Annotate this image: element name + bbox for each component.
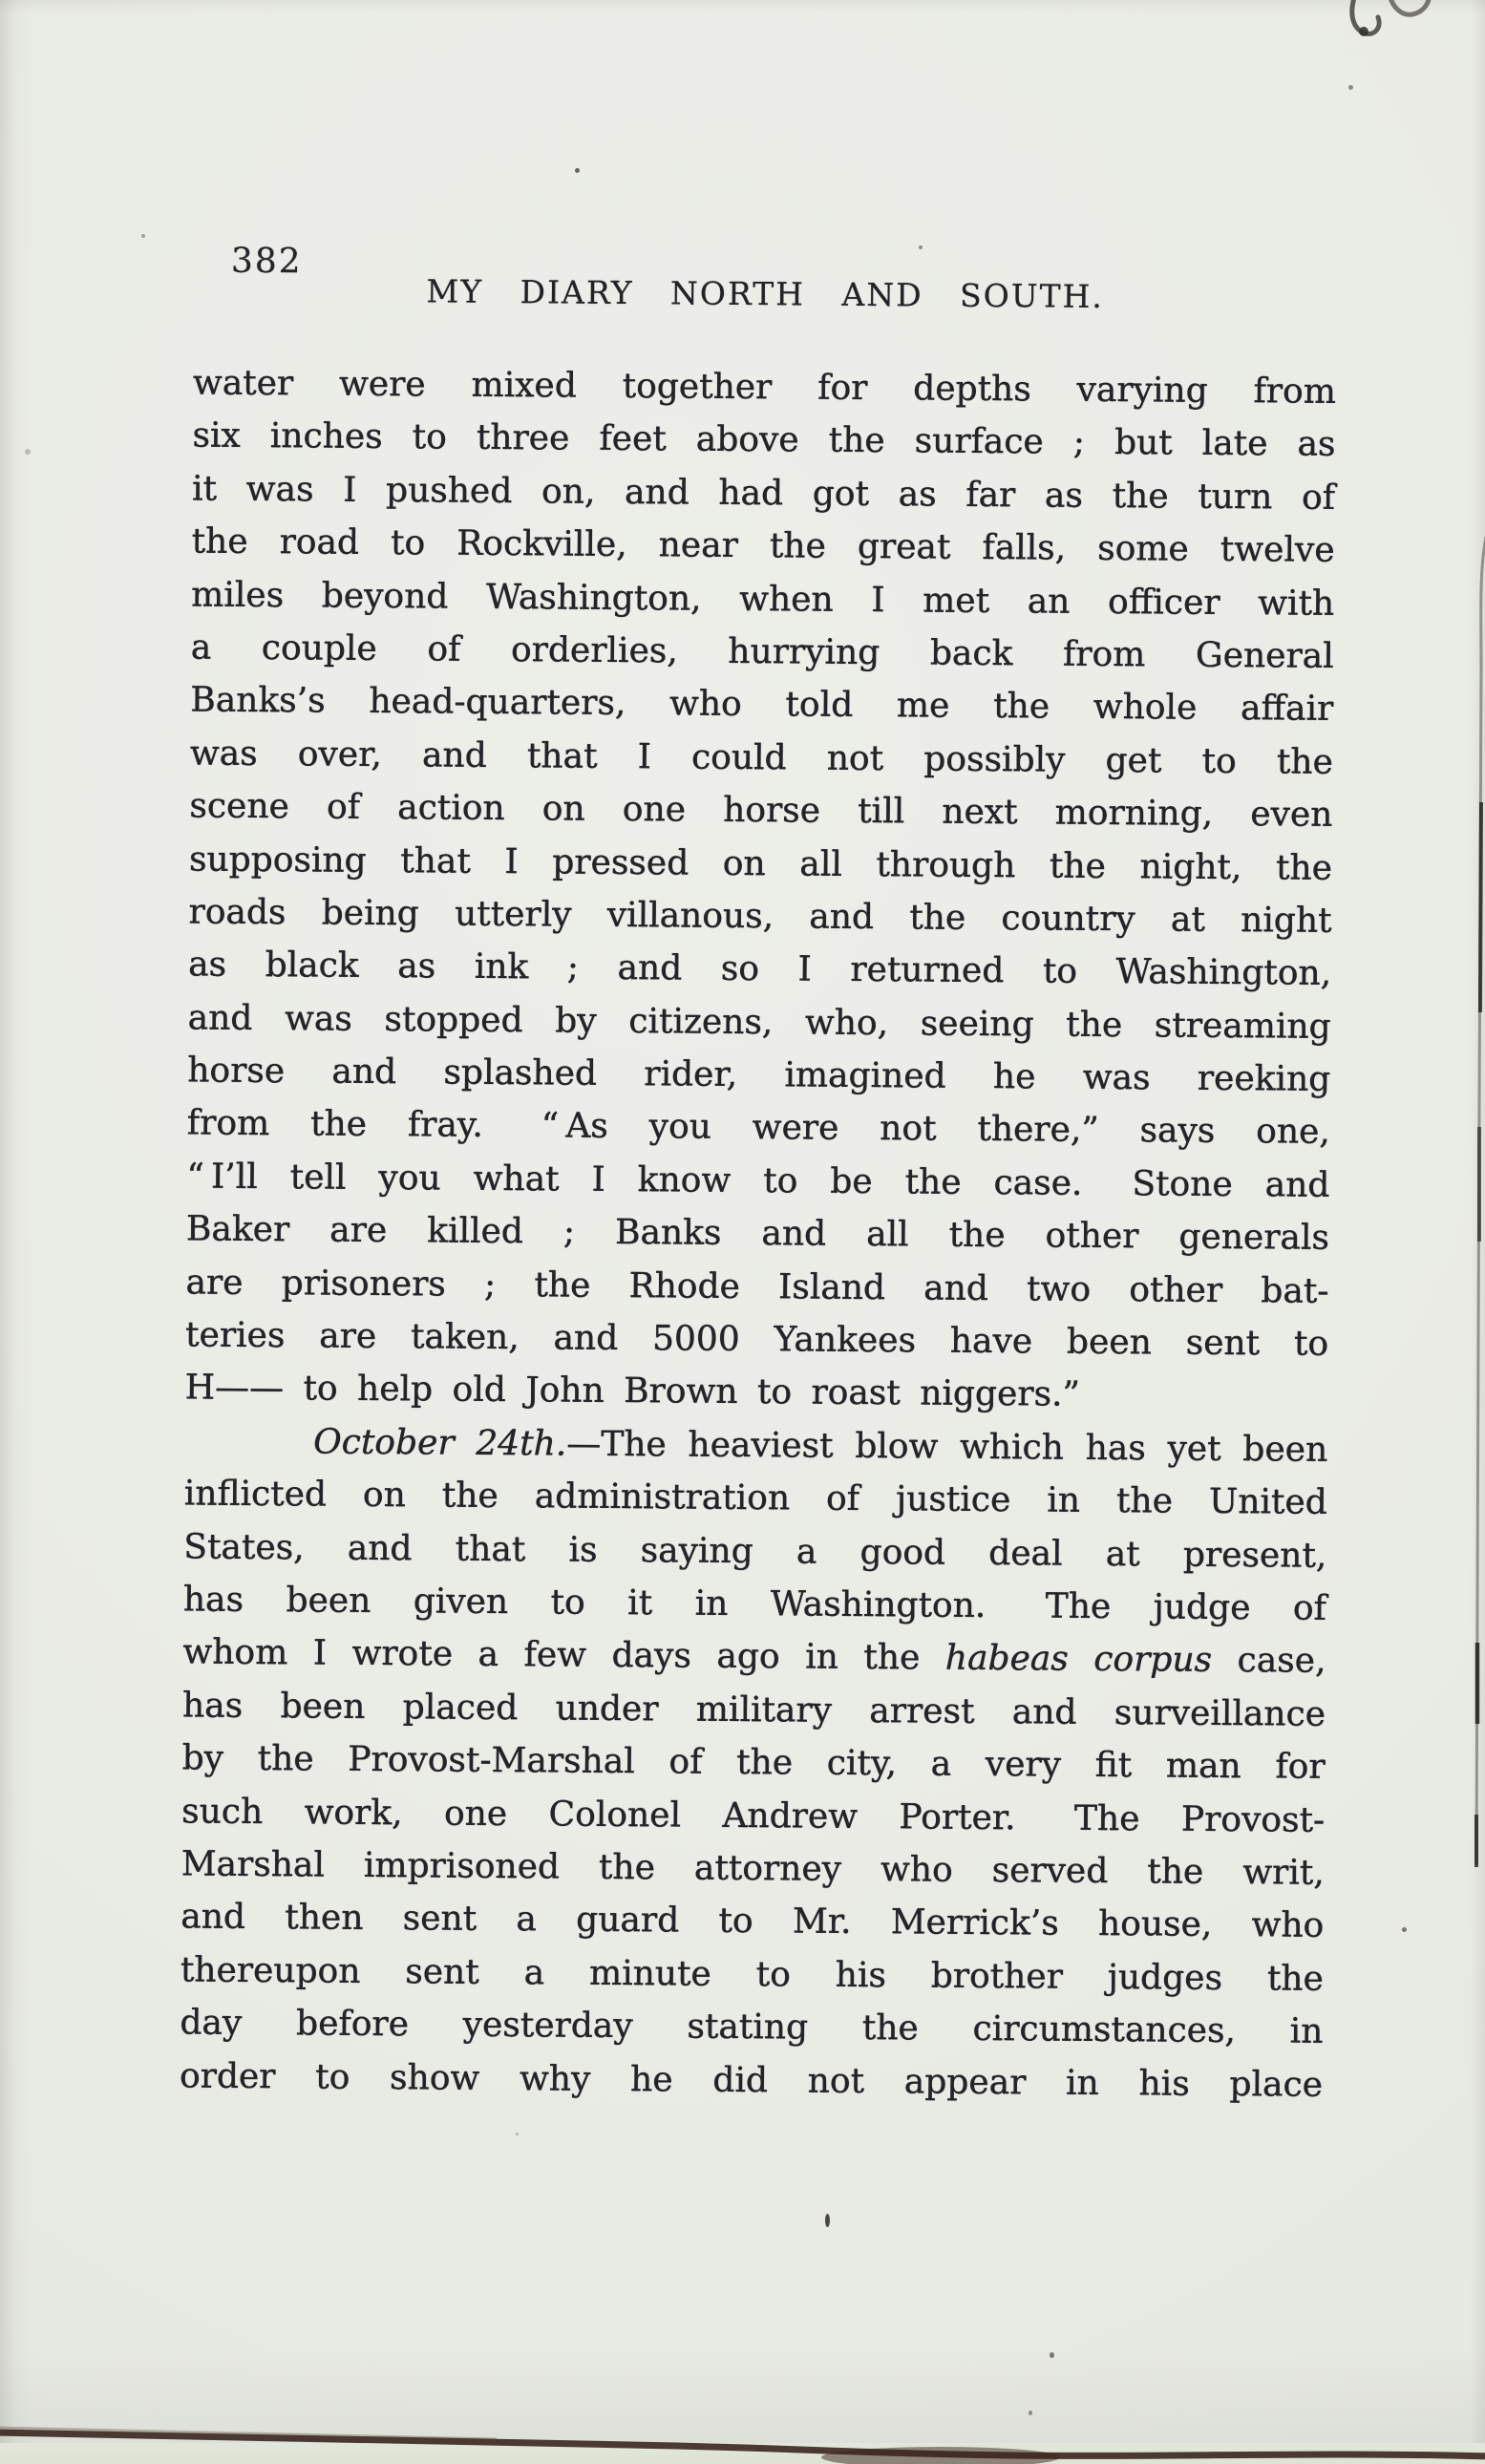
dust-speck [919,245,923,249]
text-segment: Marshal imprisoned the attorney who served the writ, [180,1844,1325,1893]
text-segment: inflicted on the administration of justice in the United [183,1474,1327,1523]
text-line [188,885,1331,947]
text-line [180,2050,1323,2112]
text-segment: was over, and that I could not possibly get to the [189,733,1334,782]
text-line [187,1097,1330,1159]
text-segment: roads being utterly villanous, and the country at night [188,892,1332,941]
text-segment: has been placed under military arrest and surveillance [181,1686,1326,1734]
text-line [192,410,1335,472]
text-line [189,780,1332,842]
text-line [188,991,1331,1053]
dust-speck [25,449,31,455]
text-segment: Baker are killed ; Banks and all the other generals [185,1209,1330,1259]
dust-speck [1402,1927,1407,1932]
text-segment: day before yesterday stating the circumstances, in [180,2003,1324,2051]
text-segment: from the fray. “ As you were not there,” says one, [186,1103,1330,1153]
text-line [186,1150,1329,1212]
dust-speck [575,168,580,173]
text-line [185,1308,1328,1370]
text-segment: six inches to three feet above the surface ; but late as [192,415,1336,465]
text-line [184,1468,1327,1530]
text-line [188,939,1331,1001]
text-line [180,1891,1324,1953]
text-line [182,1626,1326,1689]
text-line [183,1573,1326,1635]
text-segment: order to show why he did not appear in his place [179,2055,1324,2105]
text-line [184,1362,1327,1424]
text-line [181,1837,1325,1900]
text-segment: whom I wrote a few days ago in the [182,1632,946,1679]
text-block [180,356,1336,2111]
dust-speck [1348,85,1353,90]
dust-speck [1050,2352,1054,2358]
dust-speck [141,234,145,238]
text-line [185,1256,1328,1318]
dust-speck [516,2133,519,2135]
text-segment: case, [1211,1641,1326,1682]
text-segment: horse and splashed rider, imagined he was reeking [187,1051,1331,1099]
text-line [181,1785,1325,1847]
text-segment: water were mixed together for depths varying from [192,363,1337,412]
text-segment: as black as ink ; and so I returned to Washington, [188,945,1332,994]
text-segment: thereupon sent a minute to his brother judges the [180,1950,1325,1999]
text-segment: has been given to it in Washington. The judge of [182,1580,1327,1628]
facing-page-edge-dark-segment [1480,802,1481,1012]
text-segment: supposing that I pressed on all through the night, the [188,839,1333,888]
pen-mark [1352,0,1430,36]
text-segment: by the Provost-Marshal of the city, a very fit man for [181,1738,1326,1787]
text-segment: scene of action on one horse till next morning, even [189,786,1333,835]
text-segment: October 24th. [313,1422,567,1464]
text-segment: and then sent a guard to Mr. Merrick’s house, who [180,1897,1325,1946]
text-line [187,1045,1330,1107]
text-line [190,727,1333,789]
running-title: MY DIARY NORTH AND SOUTH. [426,272,1105,315]
text-segment: are prisoners ; the Rhode Island and two other bat- [185,1263,1329,1311]
text-segment: miles beyond Washington, when I met an officer with [191,575,1335,624]
page-bottom-edge-echo [0,2428,497,2439]
text-line [193,356,1336,418]
text-segment: States, and that is saying a good deal at present, [183,1527,1327,1576]
text-segment: the road to Rockville, near the great falls, some twelve [191,521,1335,571]
text-line [183,1520,1326,1582]
text-segment: Banks’s head-quarters, who told me the whole affair [190,680,1334,730]
dust-speck [1029,2411,1032,2415]
text-segment: a couple of orderlies, hurrying back from General [190,627,1334,676]
text-segment: habeas corpus [944,1639,1213,1681]
text-segment: it was I pushed on, and had got as far as the turn of [191,469,1336,518]
text-segment: “ I’ll tell you what I know to be the case. Stone and [186,1157,1330,1205]
text-line [180,1944,1324,2006]
text-line [184,1414,1327,1476]
text-line [189,833,1332,895]
text-segment: and was stopped by citizens, who, seeing the streaming [187,998,1331,1047]
text-segment: such work, one Colonel Andrew Porter. The Provost- [181,1791,1326,1840]
text-line [180,1997,1323,2059]
text-line [191,621,1334,683]
text-line [191,516,1334,578]
text-line [190,674,1333,736]
text-line [191,568,1334,630]
text-segment: H—— to help old John Brown to roast niggers.” [184,1368,1081,1415]
text-line [186,1203,1329,1265]
next-page-edge-strip [0,2443,1485,2464]
text-segment: teries are taken, and 5000 Yankees have been sent to [184,1315,1329,1364]
text-line [182,1679,1326,1741]
text-segment: —The heaviest blow which has yet been [566,1424,1328,1470]
page-number: 382 [230,241,303,282]
text-line [192,462,1335,524]
dust-speck [825,2214,830,2227]
facing-page-edge-line [1476,537,1485,1864]
text-line [181,1732,1325,1795]
